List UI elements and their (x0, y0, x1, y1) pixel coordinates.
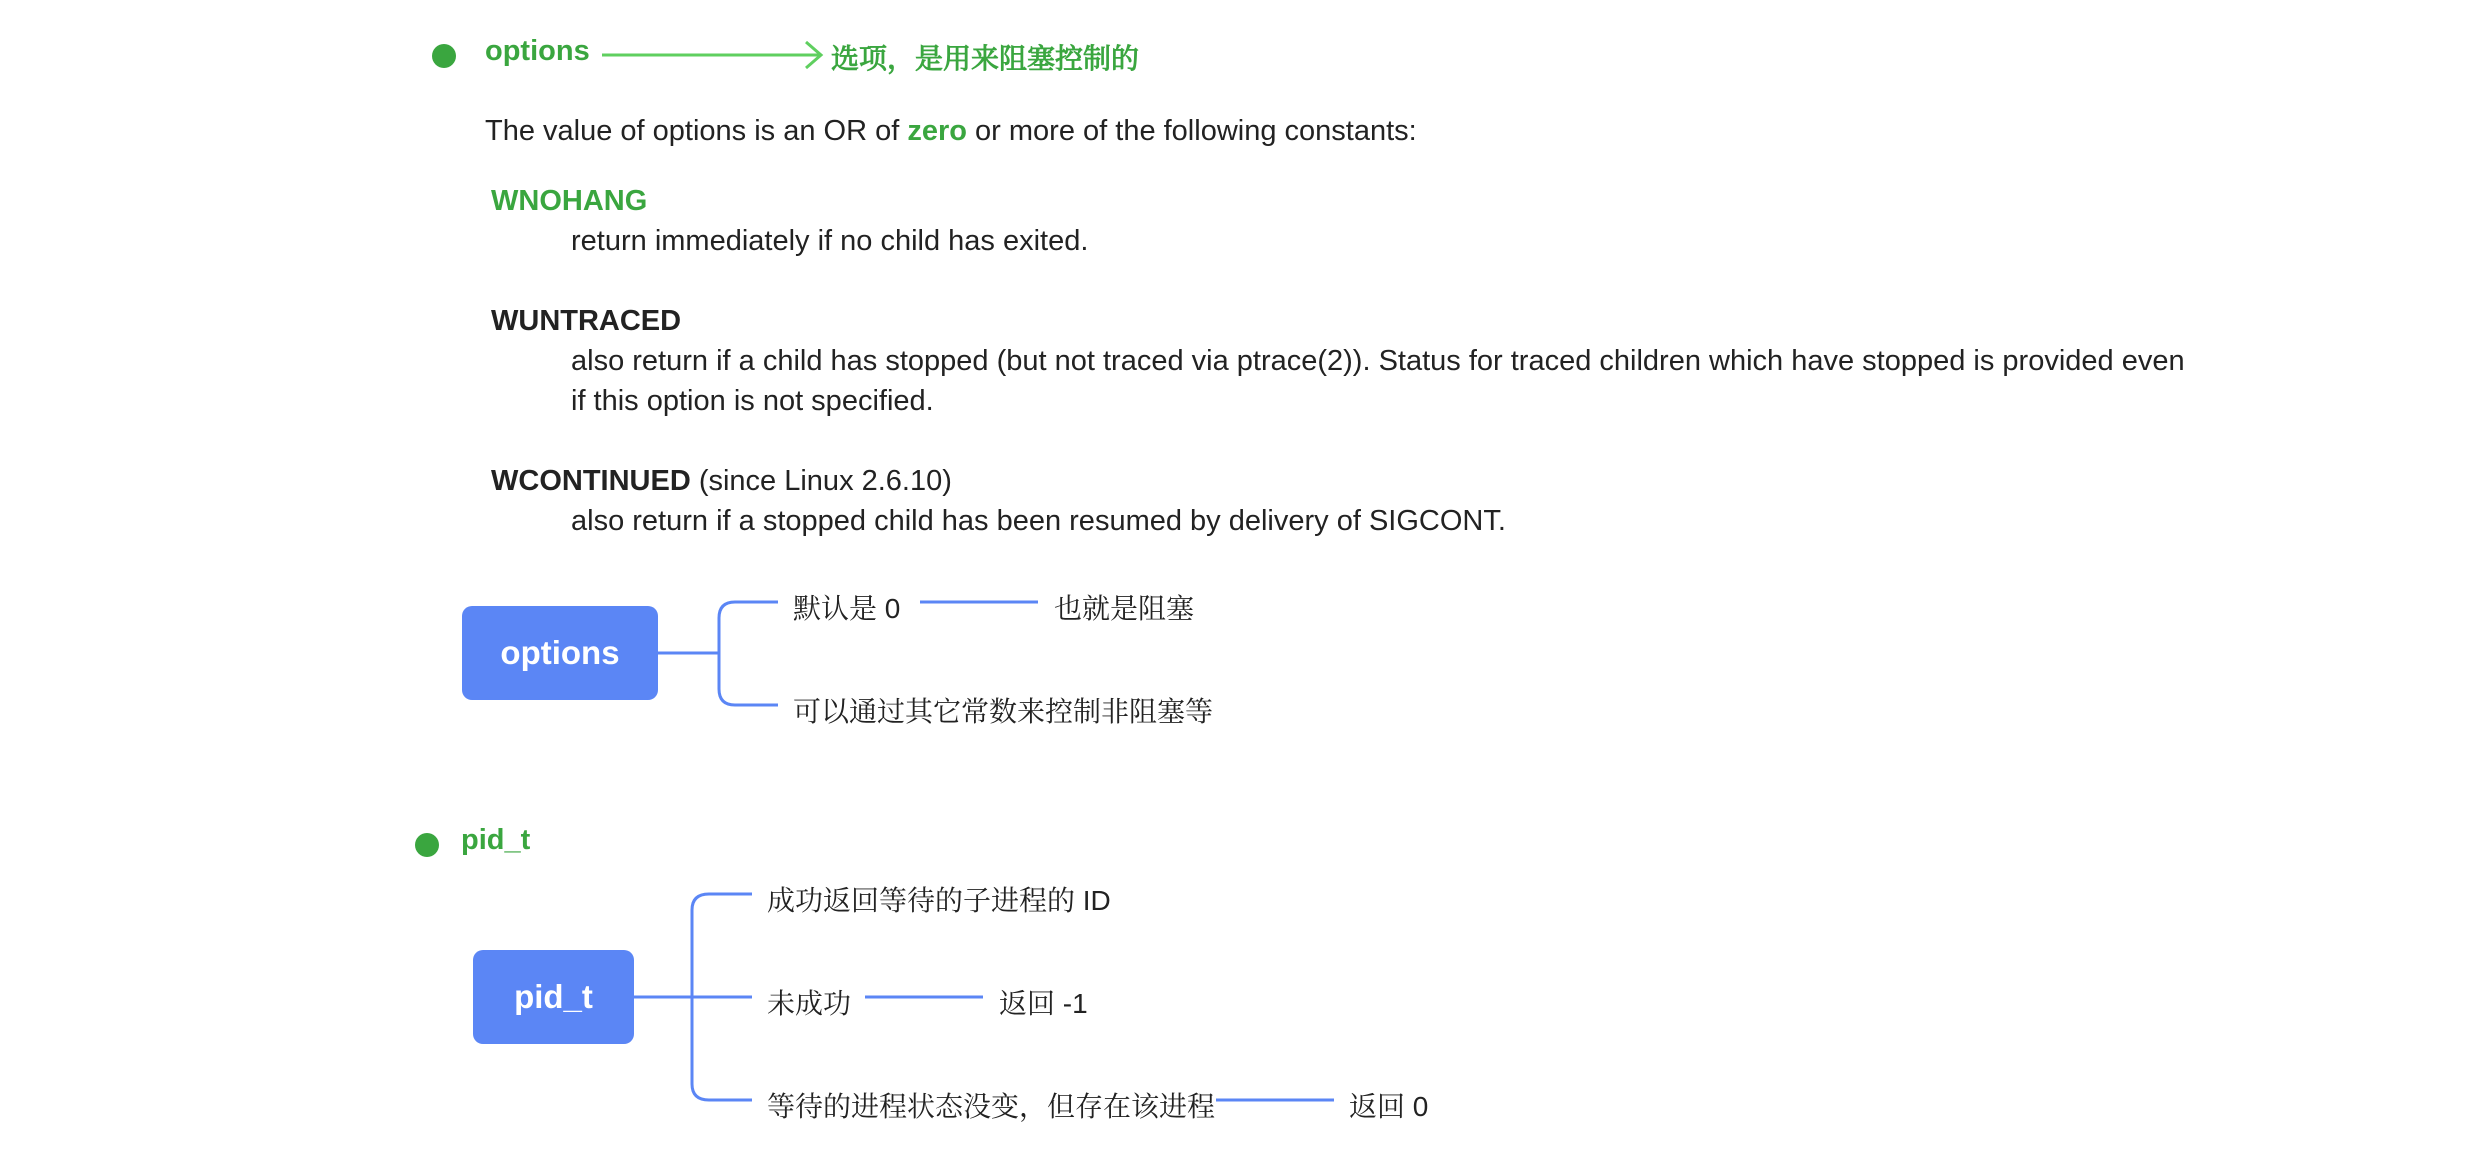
mindmap-branch: 可以通过其它常数来控制非阻塞等 (793, 696, 1214, 727)
constant-description: if this option is not specified. (571, 385, 934, 417)
mindmap-leaf: 也就是阻塞 (1054, 593, 1195, 624)
constant-description: also return if a stopped child has been resumed by delivery of SIGCONT. (571, 505, 1506, 537)
intro-prefix: The value of options is an OR of (485, 115, 908, 147)
mindmap-leaf: 返回 -1 (999, 988, 1088, 1019)
constant-name: WCONTINUED (491, 465, 691, 497)
constant-name: WNOHANG (491, 185, 648, 217)
intro-highlight: zero (907, 115, 967, 147)
constant-description: return immediately if no child has exited. (571, 225, 1089, 257)
mindmap-leaf: 返回 0 (1349, 1091, 1429, 1122)
mindmap-branch: 未成功 (767, 988, 852, 1019)
constant-description: also return if a child has stopped (but not traced via ptrace(2)). Status for traced children which have stopped is provided even (571, 345, 2185, 377)
mindmap-branch: 成功返回等待的子进程的 ID (767, 885, 1111, 916)
options-heading: options (485, 35, 590, 67)
pid-heading: pid_t (461, 824, 531, 856)
mindmap-root-node: options (462, 606, 658, 700)
options-annotation: 选项，是用来阻塞控制的 (831, 43, 1140, 74)
mindmap-branch: 默认是 0 (793, 593, 901, 624)
constant-suffix: (since Linux 2.6.10) (690, 465, 952, 497)
intro-suffix: or more of the following constants: (966, 115, 1417, 147)
constant-name: WUNTRACED (491, 305, 682, 337)
mindmap-branch: 等待的进程状态没变，但存在该进程 (767, 1091, 1216, 1122)
mindmap-root-node: pid_t (473, 950, 634, 1044)
